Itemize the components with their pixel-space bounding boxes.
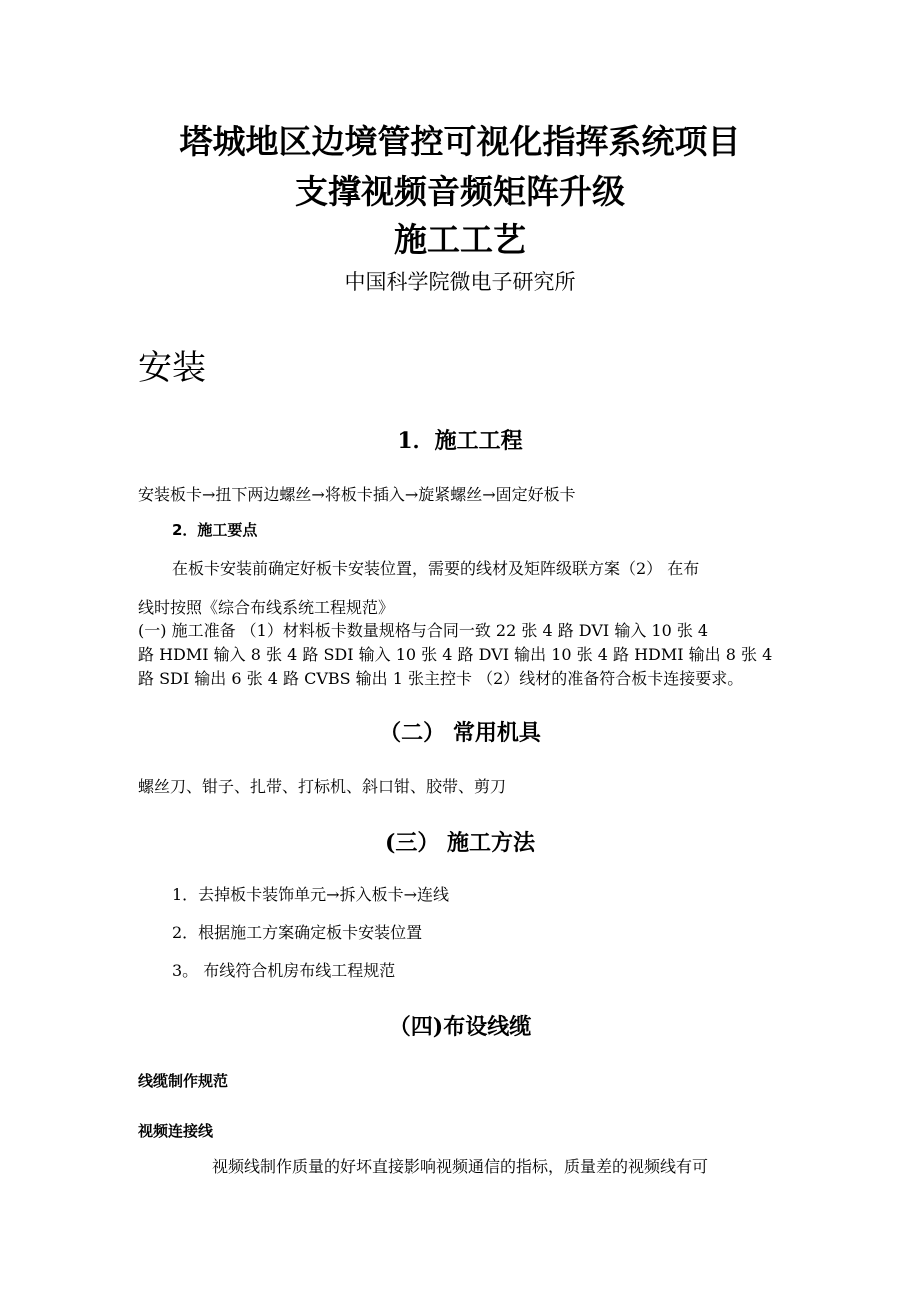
section-heading-install: 安装: [138, 348, 206, 388]
preparation-paragraph-line-1: (一) 施工准备 （1）材料板卡数量规格与合同一致 22 张 4 路 DVI 输入 10 张 4: [138, 621, 709, 640]
heading-common-tools: （二） 常用机具: [379, 720, 541, 746]
heading-construction-method: (三） 施工方法: [384, 830, 536, 856]
document-title-line-2: 支撑视频音频矩阵升级: [295, 172, 625, 211]
subheading-cable-spec: 线缆制作规范: [138, 1072, 229, 1090]
key-points-paragraph-line-2: 线时按照《综合布线系统工程规范》: [138, 598, 395, 617]
key-points-paragraph-line-1: 在板卡安装前确定好板卡安装位置，需要的线材及矩阵级联方案（2） 在布: [172, 559, 700, 578]
method-step-3: 3。 布线符合机房布线工程规范: [172, 961, 396, 980]
heading-construction-key-points: 2．施工要点: [172, 521, 258, 539]
preparation-paragraph-line-2: 路 HDMI 输入 8 张 4 路 SDI 输入 10 张 4 路 DVI 输出 10 张 4 路 HDMI 输出 8 张 4: [138, 645, 773, 664]
organization-name: 中国科学院微电子研究所: [344, 270, 576, 294]
document-title-line-1: 塔城地区边境管控可视化指挥系统项目: [179, 122, 741, 161]
method-step-1: 1．去掉板卡装饰单元→拆入板卡→连线: [172, 885, 449, 904]
tools-list-text: 螺丝刀、钳子、扎带、打标机、斜口钳、胶带、剪刀: [138, 777, 507, 796]
heading-construction-project: 1．施工工程: [397, 428, 523, 454]
installation-flow-text: 安装板卡→扭下两边螺丝→将板卡插入→旋紧螺丝→固定好板卡: [138, 485, 576, 504]
method-step-2: 2．根据施工方案确定板卡安装位置: [172, 923, 423, 942]
video-cable-paragraph: 视频线制作质量的好坏直接影响视频通信的指标，质量差的视频线有可: [212, 1157, 709, 1176]
document-title-line-3: 施工工艺: [394, 220, 526, 259]
heading-cable-laying: （四)布设线缆: [388, 1014, 532, 1040]
subheading-video-cable: 视频连接线: [138, 1122, 214, 1140]
preparation-paragraph-line-3: 路 SDI 输出 6 张 4 路 CVBS 输出 1 张主控卡 （2）线材的准备符合板卡连接要求。: [138, 669, 744, 688]
